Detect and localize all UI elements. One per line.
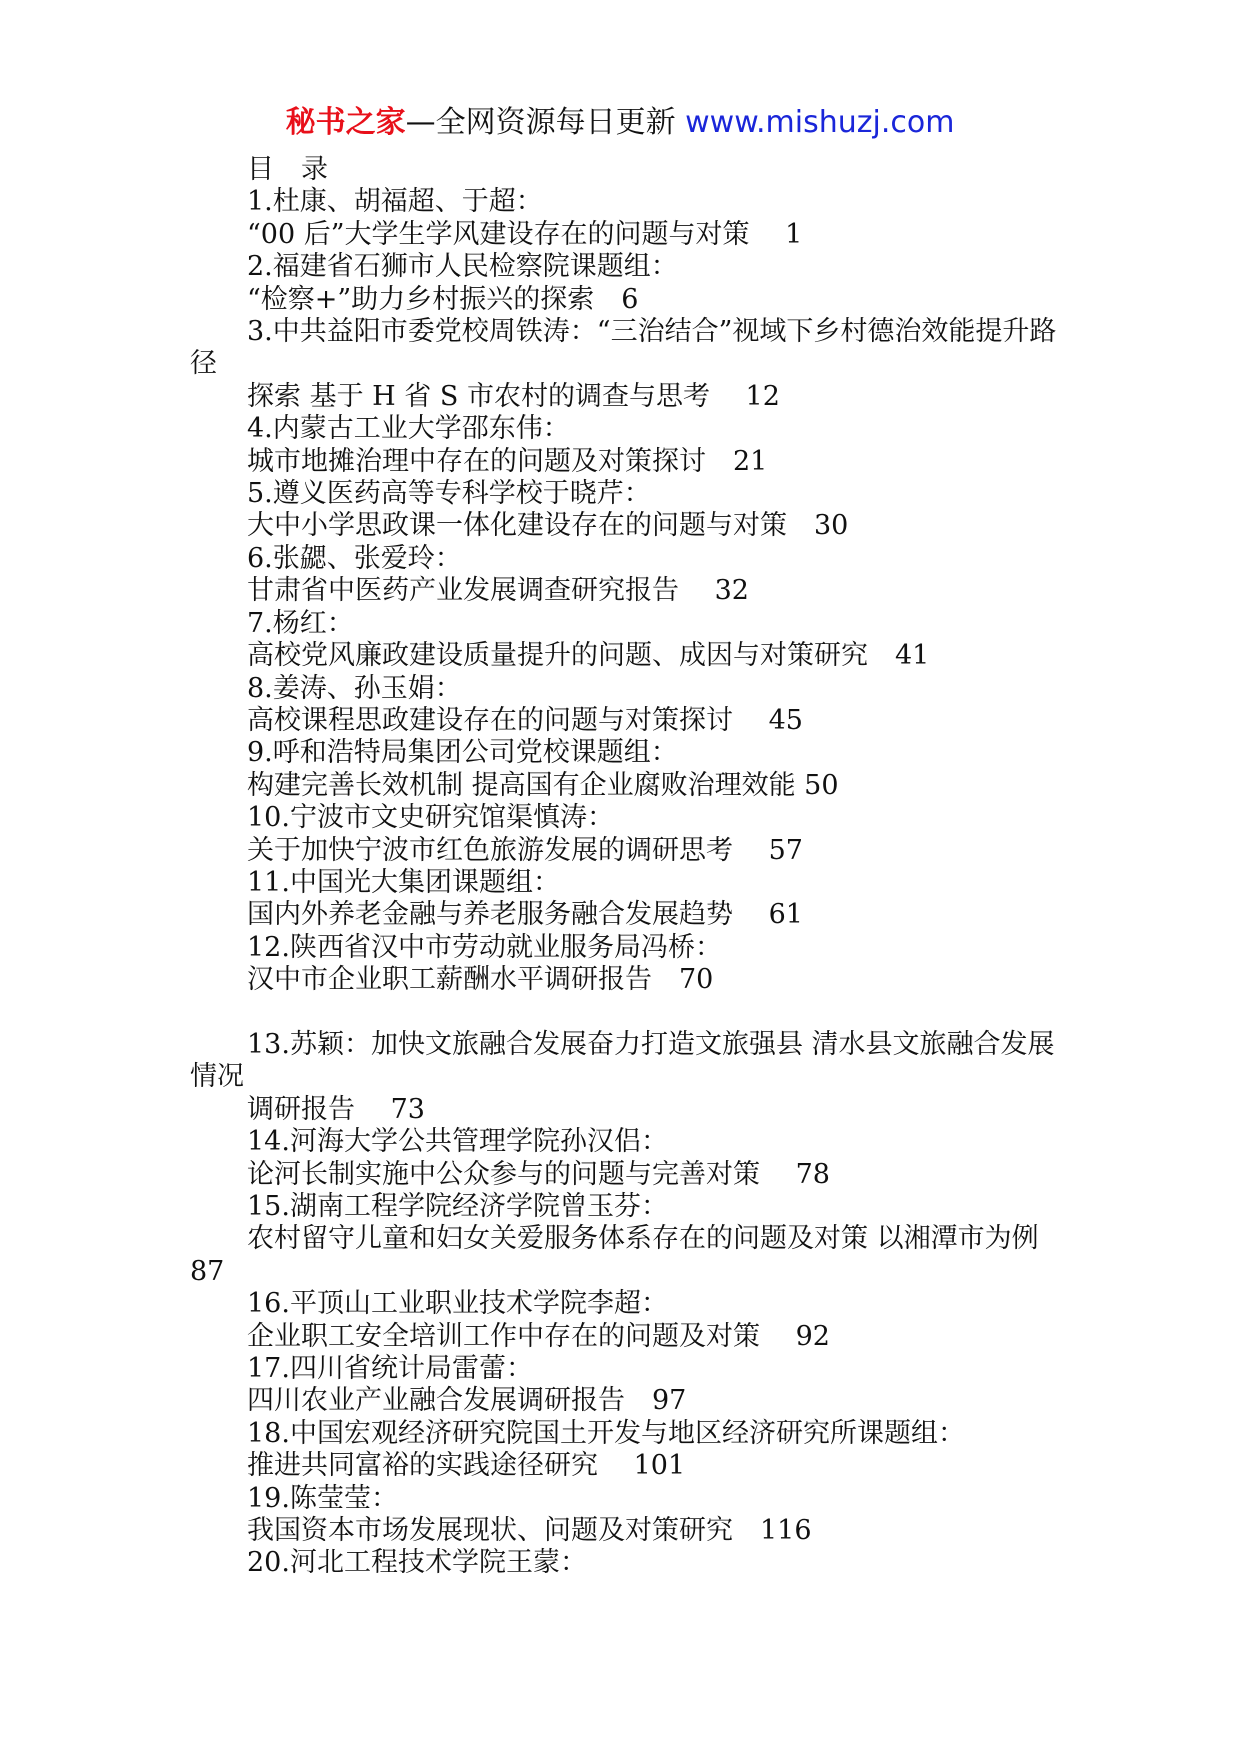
toc-entry-title: 农村留守儿童和妇女关爱服务体系存在的问题及对策 以湘潭市为例 87 bbox=[190, 1223, 1048, 1287]
toc-entry-title: 甘肃省中医药产业发展调查研究报告 32 bbox=[247, 575, 749, 607]
toc-entry-author: 15.湖南工程学院经济学院曾玉芬： bbox=[247, 1190, 668, 1222]
toc-entry-author: 18.中国宏观经济研究院国土开发与地区经济研究所课题组： bbox=[247, 1417, 965, 1449]
toc-entry-title: 关于加快宁波市红色旅游发展的调研思考 57 bbox=[247, 834, 803, 866]
toc-entry-author: 20.河北工程技术学院王蒙： bbox=[247, 1547, 587, 1579]
toc-entry-title: 四川农业产业融合发展调研报告 97 bbox=[247, 1385, 687, 1417]
toc-entry-author: 13.苏颖：加快文旅融合发展奋力打造文旅强县 清水县文旅融合发展情况 bbox=[190, 1028, 1055, 1093]
toc-entry-title: 推进共同富裕的实践途径研究 101 bbox=[247, 1450, 686, 1482]
toc-entry-author: 11.中国光大集团课题组： bbox=[247, 866, 560, 898]
toc-entry-title: “00 后”大学生学风建设存在的问题与对策 1 bbox=[247, 218, 803, 250]
toc-entry-author: 7.杨红： bbox=[247, 607, 354, 639]
toc-entry-title: 高校党风廉政建设质量提升的问题、成因与对策研究 41 bbox=[247, 640, 930, 672]
brand-name: 秘书之家 bbox=[285, 105, 406, 140]
blank-line bbox=[190, 997, 1062, 1029]
toc-entry-title: 我国资本市场发展现状、问题及对策研究 116 bbox=[247, 1515, 812, 1547]
toc-entry-author: 8.姜涛、孙玉娟： bbox=[247, 672, 462, 704]
toc-entry-author: 5.遵义医药高等专科学校于晓芹： bbox=[247, 478, 651, 510]
toc-entry-title: 高校课程思政建设存在的问题与对策探讨 45 bbox=[247, 704, 803, 736]
toc-entry-author: 12.陕西省汉中市劳动就业服务局冯桥： bbox=[247, 931, 722, 963]
toc-entry-author: 16.平顶山工业职业技术学院李超： bbox=[247, 1288, 668, 1320]
site-header bbox=[0, 103, 1240, 143]
toc-entry-title: 论河长制实施中公众参与的问题与完善对策 78 bbox=[247, 1158, 830, 1190]
toc-entry-title: 国内外养老金融与养老服务融合发展趋势 61 bbox=[247, 899, 803, 931]
toc-entry-title: 构建完善长效机制 提高国有企业腐败治理效能 50 bbox=[247, 769, 839, 801]
header-slogan: —全网资源每日更新 bbox=[405, 105, 686, 140]
toc-entry-author: 4.内蒙古工业大学邵东伟： bbox=[247, 413, 570, 445]
toc-entry-title: 企业职工安全培训工作中存在的问题及对策 92 bbox=[247, 1320, 830, 1352]
toc-title: 目 录 bbox=[247, 154, 328, 185]
toc-entry-title: 调研报告 73 bbox=[247, 1093, 425, 1125]
toc-entry-author: 9.呼和浩特局集团公司党校课题组： bbox=[247, 737, 678, 769]
site-url[interactable]: www.mishuzj.com bbox=[685, 105, 955, 140]
toc-entry-author: 1.杜康、胡福超、于超： bbox=[247, 186, 543, 218]
toc-entry-title: 汉中市企业职工薪酬水平调研报告 70 bbox=[247, 964, 714, 996]
toc-entry-author: 2.福建省石狮市人民检察院课题组： bbox=[247, 251, 678, 283]
toc-entry-title: 大中小学思政课一体化建设存在的问题与对策 30 bbox=[247, 510, 849, 542]
toc-entry-title: 探索 基于 H 省 S 市农村的调查与思考 12 bbox=[247, 380, 780, 412]
toc-entry-author: 6.张勰、张爱玲： bbox=[247, 542, 462, 574]
toc-entry-title: “检察+”助力乡村振兴的探索 6 bbox=[247, 283, 639, 315]
toc-entry-author: 3.中共益阳市委党校周铁涛：“三治结合”视域下乡村德治效能提升路径 bbox=[190, 316, 1057, 380]
toc-entry-title: 城市地摊治理中存在的问题及对策探讨 21 bbox=[247, 445, 768, 477]
table-of-contents bbox=[190, 154, 1062, 1580]
toc-entry-author: 14.河海大学公共管理学院孙汉侣： bbox=[247, 1126, 668, 1158]
toc-entry-author: 17.四川省统计局雷蕾： bbox=[247, 1353, 533, 1385]
toc-entry-author: 19.陈莹莹： bbox=[247, 1482, 398, 1514]
toc-entry-author: 10.宁波市文史研究馆渠慎涛： bbox=[247, 802, 614, 834]
